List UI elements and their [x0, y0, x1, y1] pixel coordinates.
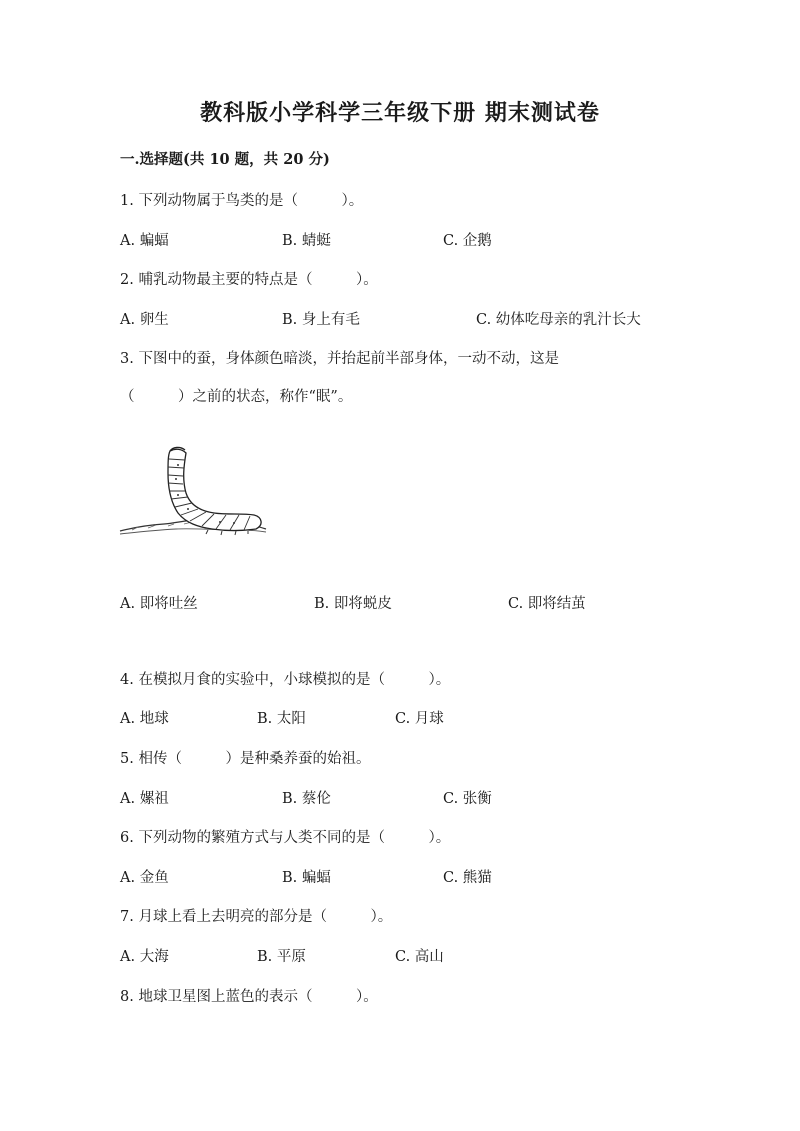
question-2-option-a: A. 卵生	[120, 312, 169, 328]
question-5-option-c: C. 张衡	[443, 791, 492, 807]
question-5-stem: 5. 相传（ ）是种桑养蚕的始祖。	[120, 751, 371, 767]
question-1-option-a: A. 蝙蝠	[120, 233, 169, 249]
silkworm-illustration	[118, 445, 268, 540]
question-8-stem: 8. 地球卫星图上蓝色的表示（ ）。	[120, 989, 378, 1005]
question-7-option-a: A. 大海	[120, 949, 169, 965]
question-4-option-c: C. 月球	[395, 711, 444, 727]
question-4-option-b: B. 太阳	[257, 711, 306, 727]
question-2-stem: 2. 哺乳动物最主要的特点是（ ）。	[120, 272, 378, 288]
page-title: 教科版小学科学三年级下册 期末测试卷	[200, 100, 600, 126]
question-7-option-c: C. 高山	[395, 949, 444, 965]
question-3-stem-line-1: 3. 下图中的蚕，身体颜色暗淡，并抬起前半部身体，一动不动，这是	[120, 351, 559, 367]
question-1-stem: 1. 下列动物属于鸟类的是（ ）。	[120, 193, 364, 209]
question-6-option-b: B. 蝙蝠	[282, 870, 331, 886]
question-4-option-a: A. 地球	[120, 711, 169, 727]
question-3-option-c: C. 即将结茧	[508, 596, 586, 612]
question-2-option-c: C. 幼体吃母亲的乳汁长大	[476, 312, 641, 328]
question-3-option-b: B. 即将蜕皮	[314, 596, 392, 612]
question-7-option-b: B. 平原	[257, 949, 306, 965]
question-6-stem: 6. 下列动物的繁殖方式与人类不同的是（ ）。	[120, 830, 451, 846]
question-1-option-b: B. 蜻蜓	[282, 233, 331, 249]
question-1-option-c: C. 企鹅	[443, 233, 492, 249]
question-6-option-c: C. 熊猫	[443, 870, 492, 886]
question-4-stem: 4. 在模拟月食的实验中，小球模拟的是（ ）。	[120, 672, 451, 688]
section-heading: 一.选择题(共 10 题，共 20 分)	[120, 151, 330, 168]
question-6-option-a: A. 金鱼	[120, 870, 169, 886]
question-3-option-a: A. 即将吐丝	[120, 596, 198, 612]
question-5-option-a: A. 嫘祖	[120, 791, 169, 807]
question-5-option-b: B. 蔡伦	[282, 791, 331, 807]
question-3-stem-line-2: （ ）之前的状态，称作“眠”。	[120, 389, 353, 405]
question-7-stem: 7. 月球上看上去明亮的部分是（ ）。	[120, 909, 393, 925]
question-2-option-b: B. 身上有毛	[282, 312, 360, 328]
